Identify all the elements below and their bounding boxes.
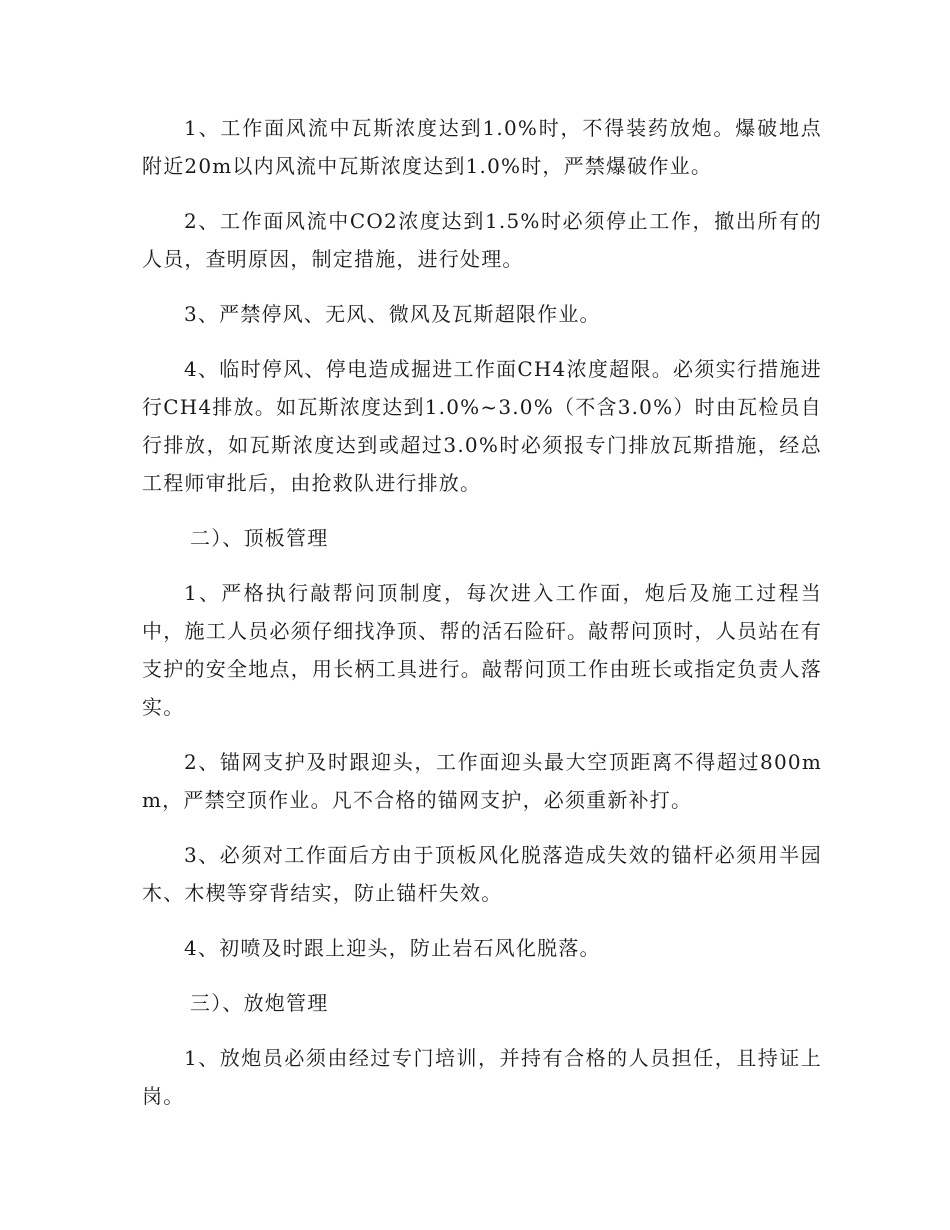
paragraph-gas-4: 4、临时停风、停电造成掘进工作面CH4浓度超限。必须实行措施进行CH4排放。如瓦斯浓度达到1.0%~3.0%（不含3.0%）时由瓦检员自行排放，如瓦斯浓度达到或超过3.0%时必须报专门排放瓦斯措施，经总工程师审批后，由抢救队进行排放。 — [142, 357, 822, 495]
paragraph-gas-1: 1、工作面风流中瓦斯浓度达到1.0%时，不得装药放炮。爆破地点附近20m以内风流中瓦斯浓度达到1.0%时，严禁爆破作业。 — [142, 116, 822, 178]
section-heading-roof: 二）、顶板管理 — [190, 526, 329, 550]
paragraph-gas-2: 2、工作面风流中CO2浓度达到1.5%时必须停止工作，撤出所有的人员，查明原因，制定措施，进行处理。 — [142, 209, 822, 271]
paragraph-roof-2: 2、锚网支护及时跟迎头，工作面迎头最大空顶距离不得超过800mm，严禁空顶作业。凡不合格的锚网支护，必须重新补打。 — [142, 750, 822, 812]
paragraph-roof-4: 4、初喷及时跟上迎头，防止岩石风化脱落。 — [184, 936, 601, 960]
paragraph-blasting-1: 1、放炮员必须由经过专门培训，并持有合格的人员担任，且持证上岗。 — [142, 1046, 822, 1108]
paragraph-roof-1: 1、严格执行敲帮问顶制度，每次进入工作面，炮后及施工过程当中，施工人员必须仔细找净顶、帮的活石险矸。敲帮问顶时，人员站在有支护的安全地点，用长柄工具进行。敲帮问顶工作由班长或指定负责人落实。 — [142, 581, 822, 719]
document-body — [142, 109, 822, 1132]
section-heading-blasting: 三）、放炮管理 — [190, 991, 329, 1015]
paragraph-roof-3: 3、必须对工作面后方由于顶板风化脱落造成失效的锚杆必须用半园木、木楔等穿背结实，防止锚杆失效。 — [142, 843, 822, 905]
paragraph-gas-3: 3、严禁停风、无风、微风及瓦斯超限作业。 — [184, 302, 601, 326]
